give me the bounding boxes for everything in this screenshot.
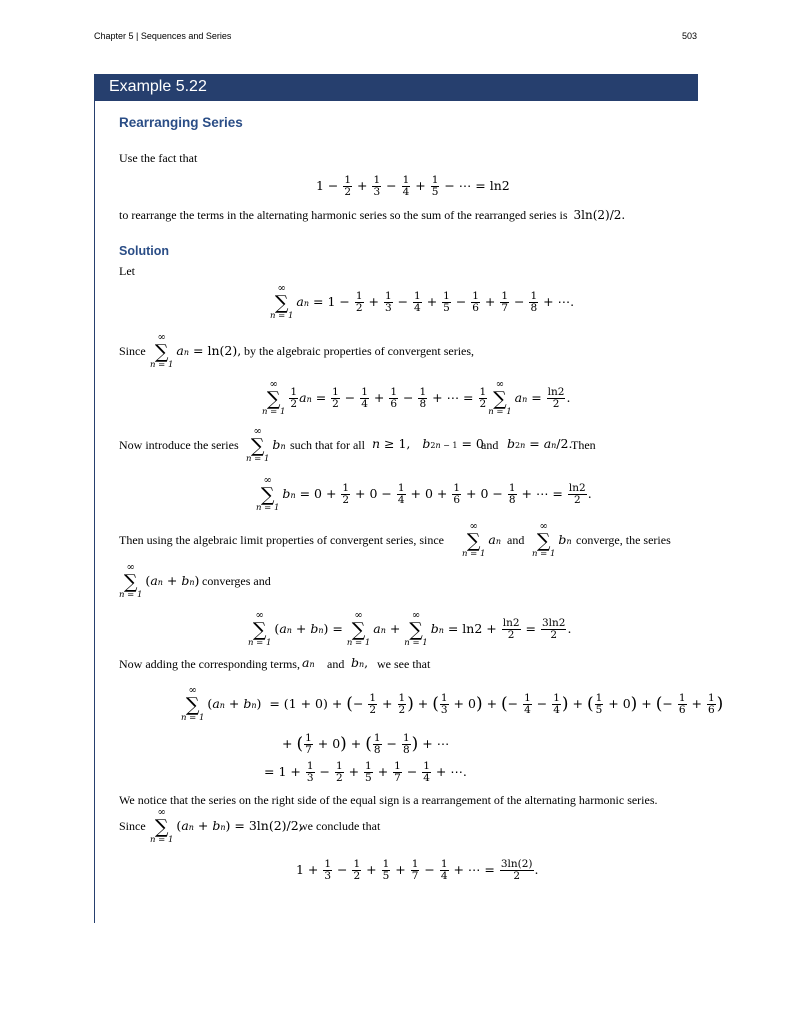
running-head-chapter: Chapter 5 | Sequences and Series bbox=[94, 31, 232, 41]
text-since-tail: by the algebraic properties of convergent series, bbox=[244, 344, 475, 358]
text-now-adding: Now adding the corresponding terms, bbox=[119, 657, 300, 671]
equation-expansion-line-2: + ( $\frac{1}{7}$ + 0) + ( $\frac{1}{8}$ − $\frac{1}{8}$ ) + ⋯ bbox=[282, 732, 450, 757]
equation-conditions-bn: n ≥ 1, b2n − 1 = 0 bbox=[372, 436, 484, 451]
equation-alternating-harmonic: 1 − $\frac{1}{2}$ + $\frac{1}{3}$ − $\frac{1}{4}$ + $\frac{1}{5}$ − ⋯ = ln2 bbox=[316, 174, 510, 199]
text-and-1: and bbox=[481, 438, 499, 452]
equation-an-definition: ∞ ∑ n = 1 an = 1 − $\frac{1}{2}$ + $\frac{1}{3}$ − $\frac{1}{4}$ + $\frac{1}{5}$ − $\frac{1}{6}$ + $\frac{1}{7}$ − $\frac{1}{8}$ + ⋯. bbox=[270, 283, 575, 322]
text-and-3: and bbox=[327, 657, 345, 671]
text-since-2: Since bbox=[119, 819, 146, 833]
equation-sum-an-ln2: ∞ ∑ n = 1 an = ln(2), bbox=[150, 332, 242, 371]
equation-expansion-line-3: = 1 + $\frac{1}{3}$ − $\frac{1}{2}$ + $\frac{1}{5}$ + $\frac{1}{7}$ − $\frac{1}{4}$ + ⋯. bbox=[264, 760, 467, 785]
text-such-that: such that for all bbox=[290, 438, 365, 452]
equation-b2n: b2n = an/2. bbox=[507, 436, 573, 451]
text-then-using: Then using the algebraic limit properties of convergent series, since bbox=[119, 533, 445, 547]
equation-conclusion: 1 + $\frac{1}{3}$ − $\frac{1}{2}$ + $\frac{1}{5}$ + $\frac{1}{7}$ − $\frac{1}{4}$ + ⋯ = $\frac{3\ln(2)}{2}$ . bbox=[296, 858, 539, 883]
example-banner bbox=[94, 74, 698, 101]
text-introduce: Now introduce the series bbox=[119, 438, 239, 452]
equation-sum-an-inline: ∞ ∑ n = 1 an bbox=[462, 521, 502, 560]
text-then: Then bbox=[571, 438, 596, 452]
example-left-rule bbox=[94, 101, 95, 923]
text-rearrange: to rearrange the terms in the alternating harmonic series so the sum of the rearranged series is 3ln(2)/2. bbox=[119, 208, 626, 222]
equation-an-symbol: an bbox=[302, 655, 315, 670]
equation-sum-bn-inline: ∞ ∑ n = 1 bn bbox=[532, 521, 572, 560]
text-converge: converge, the series bbox=[576, 533, 671, 547]
text-let: Let bbox=[119, 264, 135, 278]
text-since: Since bbox=[119, 344, 146, 358]
equation-sum-bn: ∞ ∑ n = 1 bn = 0 + $\frac{1}{2}$ + 0 − $\frac{1}{4}$ + 0 + $\frac{1}{6}$ + 0 − $\frac{1}{8}$ + ⋯ = $\frac{\ln 2}{2}$ . bbox=[256, 475, 592, 514]
equation-sum-an-plus-bn-inline: ∞ ∑ n = 1 (an + bn) bbox=[119, 562, 200, 601]
text-notice: We notice that the series on the right side of the equal sign is a rearrangement of the alternating harmonic series. bbox=[119, 793, 658, 807]
equation-bn-symbol: bn, bbox=[351, 655, 369, 670]
text-use-fact: Use the fact that bbox=[119, 151, 198, 165]
example-title: Rearranging Series bbox=[119, 115, 243, 130]
text-conclude: we conclude that bbox=[299, 819, 381, 833]
page-number: 503 bbox=[681, 31, 697, 41]
solution-heading: Solution bbox=[119, 244, 169, 258]
example-label: Example 5.22 bbox=[109, 78, 207, 95]
equation-expansion-line-1: ∞ ∑ n = 1 (an + bn) = (1 + 0) + (− $\frac{1}{2}$ + $\frac{1}{2}$ ) + ( $\frac{1}{3}$ + 0) + (− $\frac{1}{4}$ − $\frac{1}{4}$ ) + ( $\frac{1}{5}$ + 0) + (− $\frac{1}{6}$ + $\frac{1}{6}$ ) bbox=[181, 685, 724, 724]
text-we-see: we see that bbox=[377, 657, 431, 671]
equation-half-an: ∞ ∑ n = 1 $\frac{1}{2}$ an = $\frac{1}{2}$ − $\frac{1}{4}$ + $\frac{1}{6}$ − $\frac{1}{8}$ + ⋯ = $\frac{1}{2}$ ∞ ∑ n = 1 an = $\frac{\ln 2}{2}$ . bbox=[262, 379, 571, 418]
text-and-2: and bbox=[507, 533, 525, 547]
equation-sum-total: ∞ ∑ n = 1 (an + bn) = ∞ ∑ n = 1 an + ∞ ∑ n = 1 bn = ln2 + $\frac{\ln 2}{2}$ = $\frac{3\ln 2}{2}$ . bbox=[248, 610, 572, 649]
text-converges-and: converges and bbox=[202, 574, 271, 588]
equation-sum-result-inline: ∞ ∑ n = 1 (an + bn) = 3ln(2)/2, bbox=[150, 807, 303, 846]
equation-introduce-bn: ∞ ∑ n = 1 bn bbox=[246, 426, 286, 465]
